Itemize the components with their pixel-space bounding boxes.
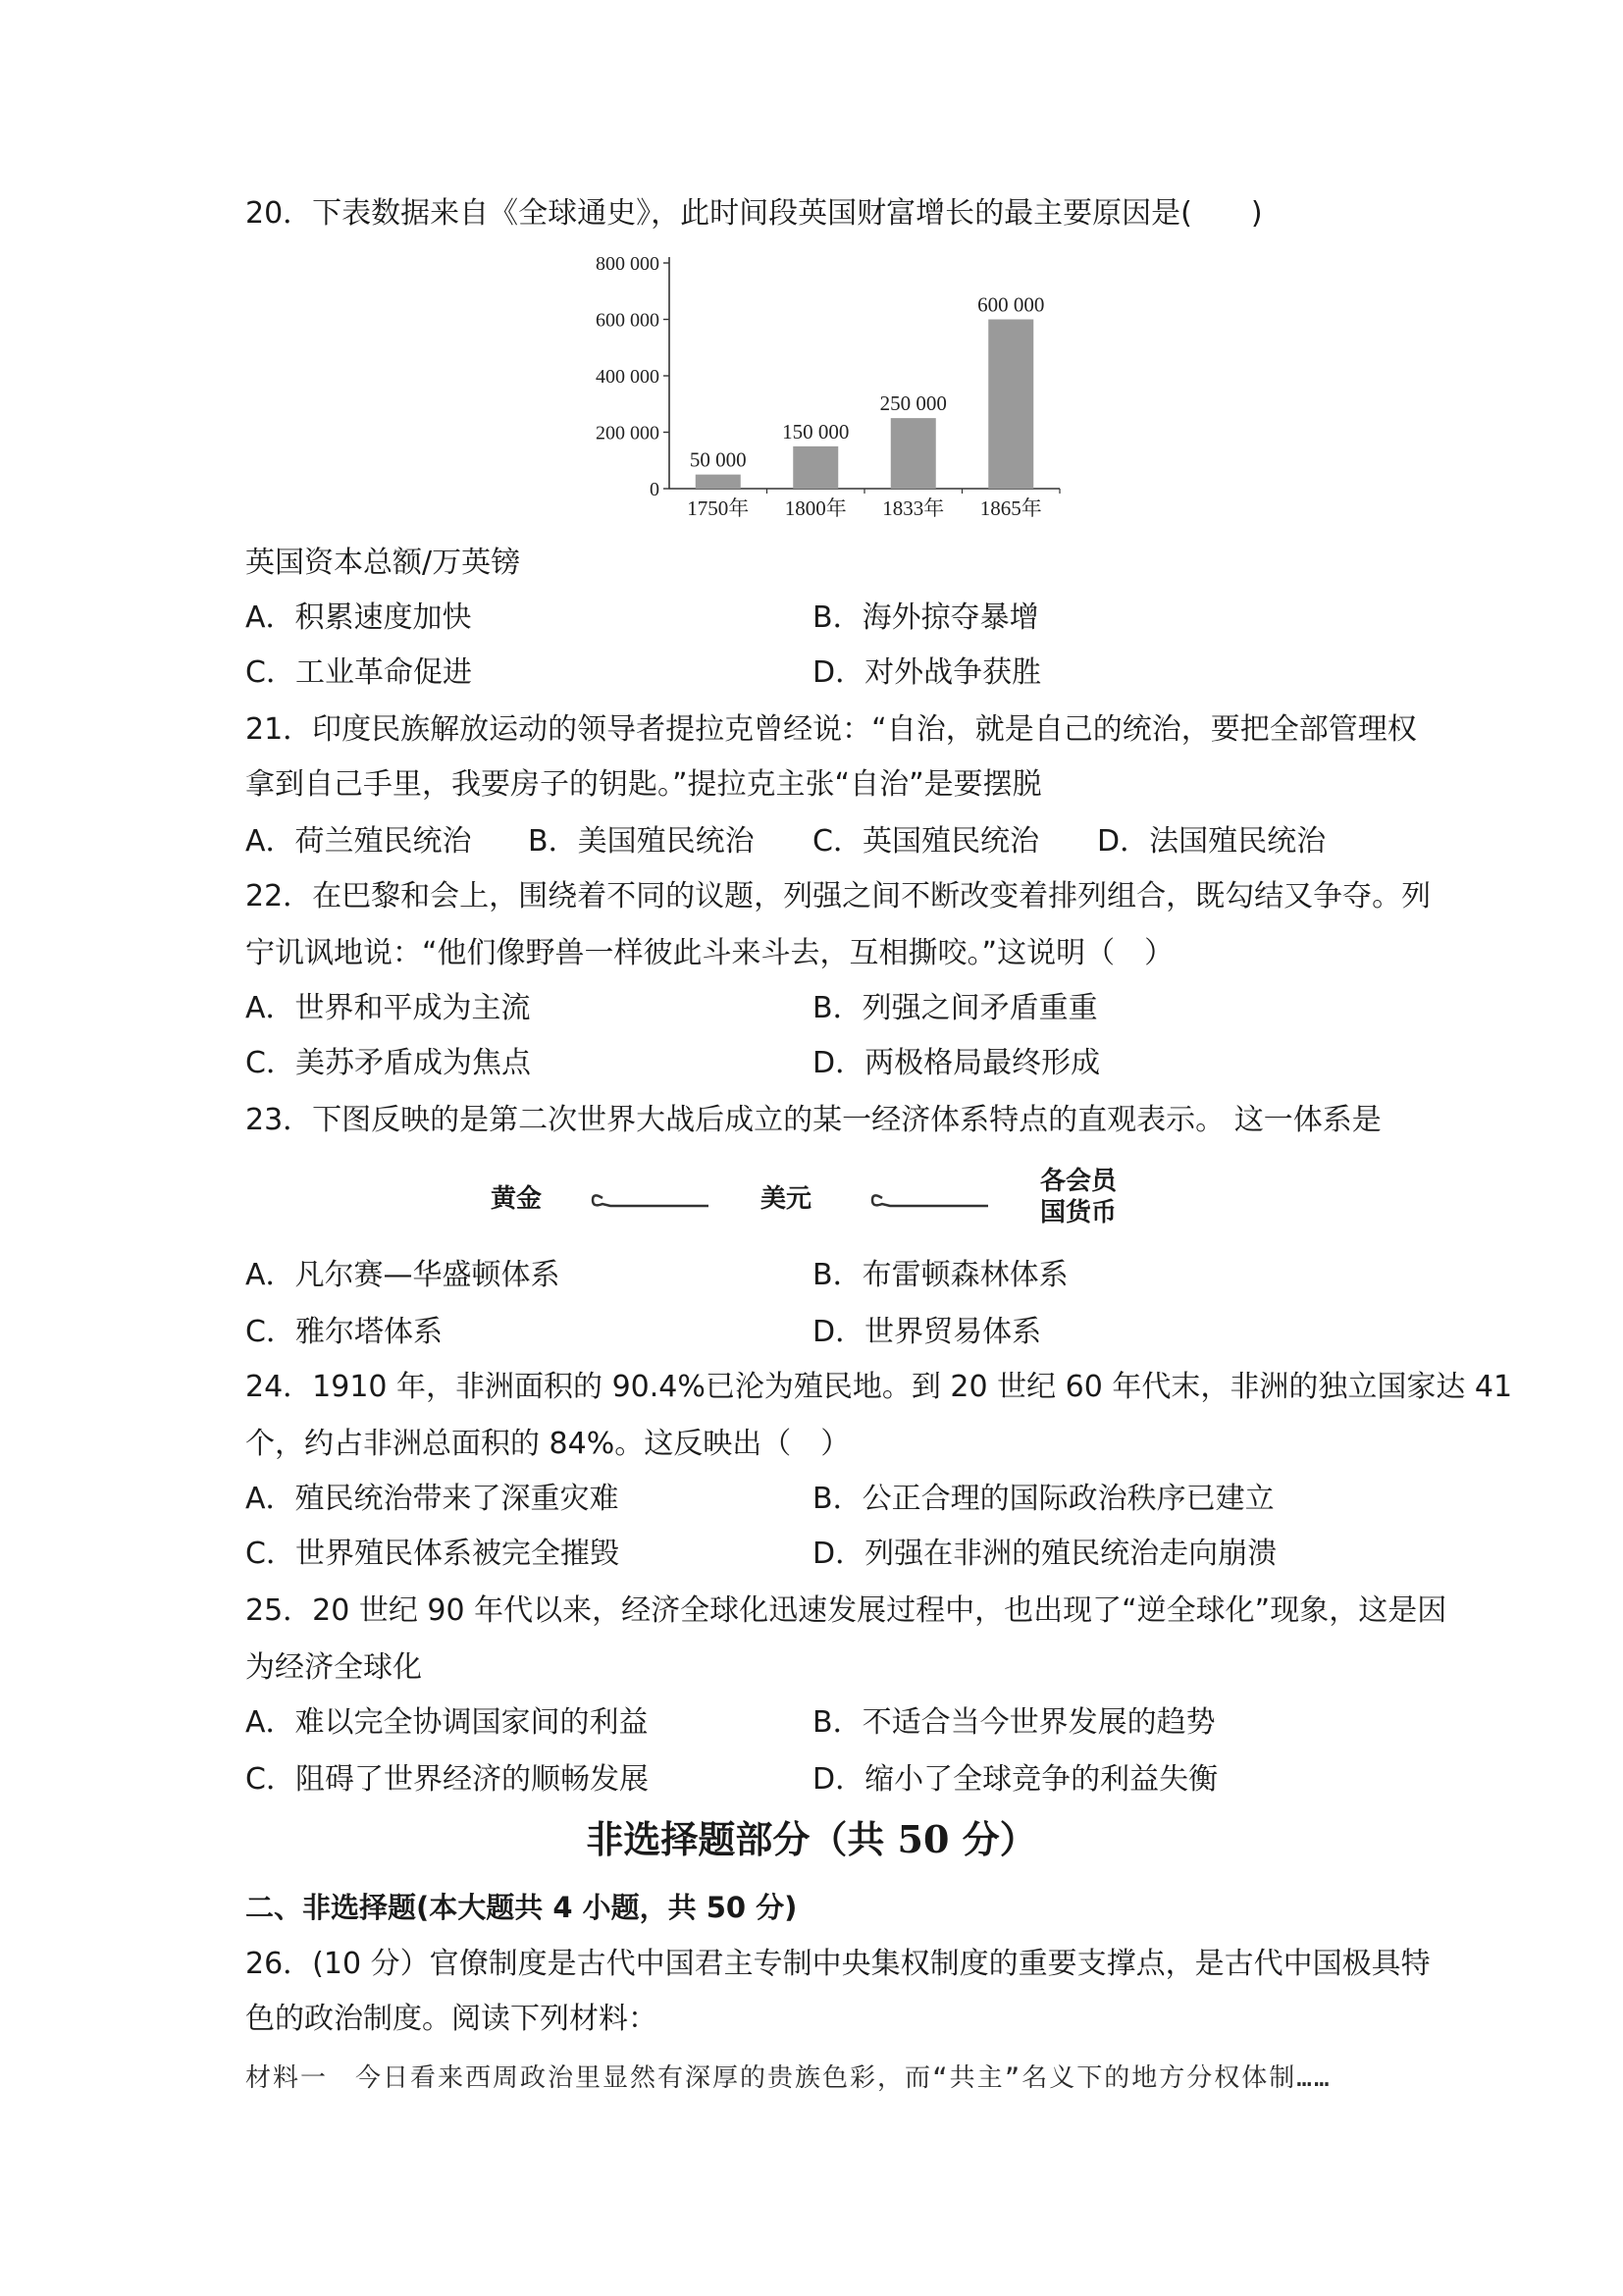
q25-stem-line2: 为经济全球化 [245,1650,422,1685]
q20-option-c[interactable]: C．工业革命促进 [245,655,472,690]
q24-option-b[interactable]: B．公正合理的国际政治秩序已建立 [812,1482,1275,1516]
peg-link-icon-2 [868,1186,996,1216]
q22-stem-line1: 22．在巴黎和会上，围绕着不同的议题，列强之间不断改变着排列组合，既勾结又争夺。列 [245,879,1432,913]
q26-material-one: 材料一 今日看来西周政治里显然有深厚的贵族色彩，而“共主”名义下的地方分权体制…… [245,2063,1332,2093]
q25-stem-line1: 25．20 世纪 90 年代以来，经济全球化迅速发展过程中，也出现了“逆全球化”现象，这是因 [245,1593,1447,1628]
q26-stem-line2: 色的政治制度。阅读下列材料： [245,2002,657,2036]
q20-stem: 20．下表数据来自《全球通史》，此时间段英国财富增长的最主要原因是( ) [245,196,1263,231]
q23-stem: 23．下图反映的是第二次世界大战后成立的某一经济体系特点的直观表示。 这一体系是 [245,1103,1382,1137]
bar-1 [793,446,838,489]
q22-option-b[interactable]: B．列强之间矛盾重重 [812,991,1098,1025]
bar-data-label-1: 150 000 [782,419,850,444]
bretton-woods-diagram [471,1163,1158,1241]
y-tick-label-4: 800 000 [596,253,659,275]
q20-option-d[interactable]: D．对外战争获胜 [812,655,1042,690]
q25-option-c[interactable]: C．阻碍了世界经济的顺畅发展 [245,1762,649,1797]
q24-stem-line2: 个，约占非洲总面积的 84%。这反映出（ ） [245,1427,851,1461]
peg-link-icon-1 [589,1186,716,1216]
x-category-label-3: 1865年 [979,496,1042,520]
bar-2 [891,418,936,489]
q24-option-a[interactable]: A．殖民统治带来了深重灾难 [245,1482,619,1516]
section-subtitle: 二、非选择题(本大题共 4 小题，共 50 分) [245,1891,798,1924]
q21-option-d[interactable]: D．法国殖民统治 [1097,824,1327,859]
q23-option-b[interactable]: B．布雷顿森林体系 [812,1258,1069,1292]
q20-option-a[interactable]: A．积累速度加快 [245,600,472,635]
bar-data-label-2: 250 000 [879,391,947,416]
y-tick-label-3: 600 000 [596,309,659,332]
q22-option-d[interactable]: D．两极格局最终形成 [812,1046,1101,1080]
section-title: 非选择题部分（共 50 分） [586,1817,1037,1861]
q20-option-b[interactable]: B．海外掠夺暴增 [812,600,1039,635]
q21-option-a[interactable]: A．荷兰殖民统治 [245,824,472,859]
bar-data-label-0: 50 000 [689,447,747,472]
q24-option-c[interactable]: C．世界殖民体系被完全摧毁 [245,1537,619,1571]
q25-option-d[interactable]: D．缩小了全球竞争的利益失衡 [812,1762,1219,1797]
q23-option-d[interactable]: D．世界贸易体系 [812,1315,1042,1349]
y-tick-label-2: 400 000 [596,366,659,388]
diagram-currency-line2: 国货币 [1040,1198,1118,1227]
x-category-label-2: 1833年 [882,496,945,520]
diagram-usd-label: 美元 [760,1184,812,1214]
bar-data-label-3: 600 000 [977,292,1045,317]
q23-option-c[interactable]: C．雅尔塔体系 [245,1315,443,1349]
bar-3 [988,320,1033,490]
x-category-label-1: 1800年 [784,496,847,520]
q21-stem-line2: 拿到自己手里，我要房子的钥匙。”提拉克主张“自治”是要摆脱 [245,767,1042,802]
diagram-currency-line1: 各会员 [1040,1167,1118,1196]
q25-option-a[interactable]: A．难以完全协调国家间的利益 [245,1705,649,1740]
diagram-gold-label: 黄金 [491,1184,543,1214]
q25-option-b[interactable]: B．不适合当今世界发展的趋势 [812,1705,1216,1740]
q23-option-a[interactable]: A．凡尔赛—华盛顿体系 [245,1258,560,1292]
q20-chart-caption: 英国资本总额/万英镑 [245,546,521,580]
capital-bar-chart [550,245,1079,540]
bar-0 [696,475,741,489]
y-tick-label-0: 0 [650,479,659,500]
x-category-label-0: 1750年 [687,496,750,520]
y-tick-label-1: 200 000 [596,422,659,444]
q22-option-a[interactable]: A．世界和平成为主流 [245,991,531,1025]
q24-stem-line1: 24．1910 年，非洲面积的 90.4%已沦为殖民地。到 20 世纪 60 年代末，非洲的独立国家达 41 [245,1370,1513,1404]
q24-option-d[interactable]: D．列强在非洲的殖民统治走向崩溃 [812,1537,1278,1571]
q21-stem-line1: 21．印度民族解放运动的领导者提拉克曾经说：“自治，就是自己的统治，要把全部管理权 [245,712,1417,747]
q21-option-c[interactable]: C．英国殖民统治 [812,824,1039,859]
q22-stem-line2: 宁讥讽地说：“他们像野兽一样彼此斗来斗去，互相撕咬。”这说明（ ） [245,936,1175,970]
q21-option-b[interactable]: B．美国殖民统治 [528,824,755,859]
q22-option-c[interactable]: C．美苏矛盾成为焦点 [245,1046,531,1080]
q26-stem-line1: 26．(10 分）官僚制度是古代中国君主专制中央集权制度的重要支撑点，是古代中国极具特 [245,1947,1431,1981]
